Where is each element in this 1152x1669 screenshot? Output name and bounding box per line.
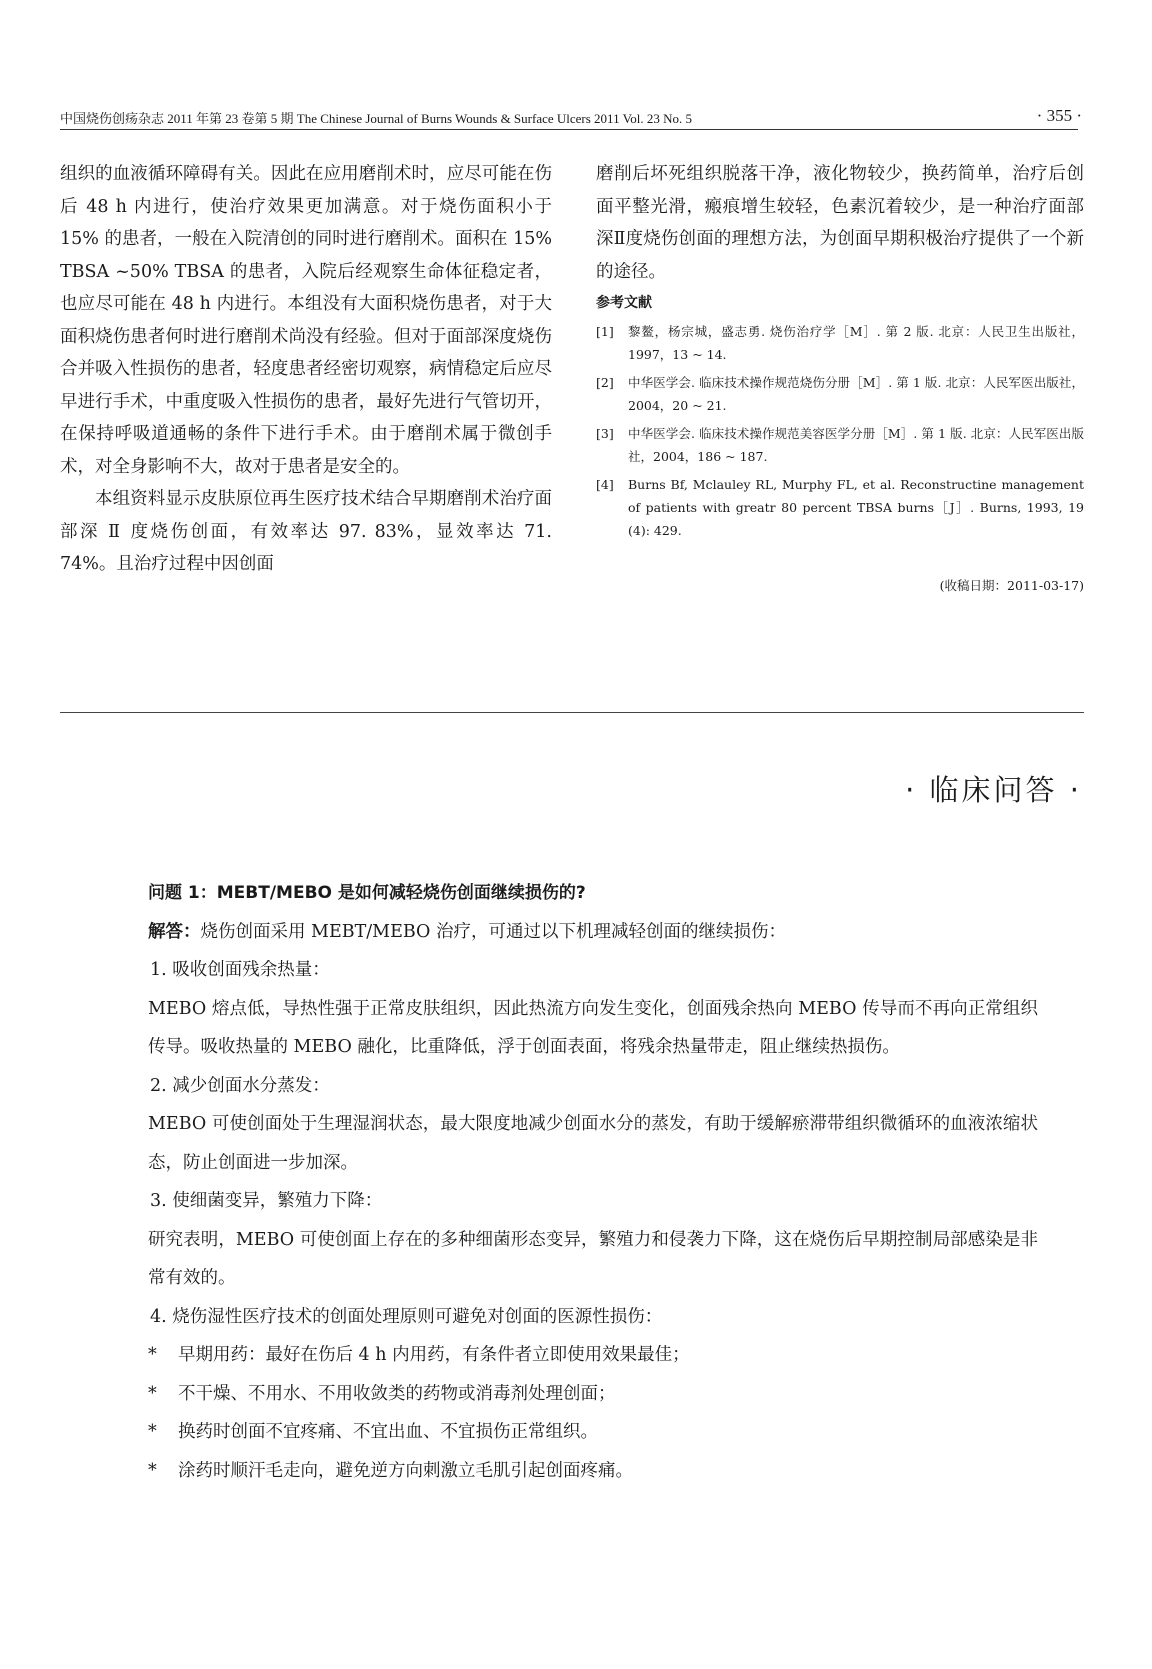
body-paragraph: 磨削后坏死组织脱落干净，液化物较少，换药简单，治疗后创面平整光滑，瘢痕增生较轻，色素沉着较少，是一种治疗面部深Ⅱ度烧伤创面的理想方法，为创面早期积极治疗提供了一个新的途径。 xyxy=(596,164,1084,282)
asterisk-bullet-icon: * xyxy=(148,1422,157,1442)
asterisk-bullet-icon: * xyxy=(148,1345,157,1365)
running-header: 中国烧伤创疡杂志 2011 年第 23 卷第 5 期 The Chinese Journal of Burns Wounds & Surface Ulcers 2011 Vol. 23 No. 5 xyxy=(60,108,1078,130)
item-heading: 1. 吸收创面残余热量： xyxy=(150,960,330,980)
bullet-text: 涂药时顺汗毛走向，避免逆方向刺激立毛肌引起创面疼痛。 xyxy=(178,1460,633,1481)
question: 问题 1：MEBT/MEBO 是如何减轻烧伤创面继续损伤的? xyxy=(148,883,586,903)
item-heading: 4. 烧伤湿性医疗技术的创面处理原则可避免对创面的医源性损伤： xyxy=(150,1306,663,1327)
qa-block xyxy=(148,874,1038,1490)
bullet-text: 不干燥、不用水、不用收敛类的药物或消毒剂处理创面； xyxy=(178,1383,616,1404)
reference-item xyxy=(596,473,1084,542)
asterisk-bullet-icon: * xyxy=(148,1383,157,1404)
item-body: 研究表明，MEBO 可使创面上存在的多种细菌形态变异，繁殖力和侵袭力下降，这在烧伤后早期控制局部感染是非常有效的。 xyxy=(148,1229,1038,1288)
right-column xyxy=(596,158,1084,603)
item-body: MEBO 可使创面处于生理湿润状态，最大限度地减少创面水分的蒸发，有助于缓解瘀滞带组织微循环的血液浓缩状态，防止创面进一步加深。 xyxy=(148,1114,1038,1173)
references-title: 参考文献 xyxy=(596,295,652,311)
received-date: (收稿日期：2011-03-17) xyxy=(939,578,1084,593)
bullet-item xyxy=(148,1375,1038,1414)
bullet-text: 换药时创面不宜疼痛、不宜出血、不宜损伤正常组织。 xyxy=(178,1422,598,1442)
bullet-list xyxy=(148,1336,1038,1490)
body-paragraph: 组织的血液循环障碍有关。因此在应用磨削术时，应尽可能在伤后 48 h 内进行，使治疗效果更加满意。对于烧伤面积小于 15% 的患者，一般在入院清创的同时进行磨削术。面积在 15% TBSA ~50% TBSA 的患者，入院后经观察生命体征稳定者，也应尽可能在 48 h 内进行。本组没有大面积烧伤患者，对于大面积烧伤患者何时进行磨削术尚没有经验。但对于面部深度烧伤合并吸入性损伤的患者，轻度患者经密切观察，病情稳定后应尽早进行手术，中重度吸入性损伤的患者，最好先进行气管切开，在保持呼吸道通畅的条件下进行手术。由于磨削术属于微创手术，对全身影响不大，故对于患者是安全的。 xyxy=(60,164,552,477)
reference-text: Burns Bf, Mclauley RL, Murphy FL, et al. Reconstructine management of patients with greatr 80 percent TBSA burns［J］. Burns, 1993, 19 (4): 429. xyxy=(628,477,1084,538)
left-column xyxy=(60,158,552,581)
bullet-item xyxy=(148,1452,1038,1491)
reference-number: [4] xyxy=(596,477,614,492)
body-paragraph: 本组资料显示皮肤原位再生医疗技术结合早期磨削术治疗面部深 Ⅱ 度烧伤创面，有效率达 97. 83%，显效率达 71. 74%。且治疗过程中因创面 xyxy=(60,489,552,574)
reference-item xyxy=(596,320,1084,366)
section-divider xyxy=(60,712,1084,713)
reference-text: 中华医学会. 临床技术操作规范烧伤分册［M］. 第 1 版. 北京：人民军医出版社，2004，20 ~ 21. xyxy=(628,375,1084,413)
reference-number: [2] xyxy=(596,375,614,390)
answer-intro-line xyxy=(148,913,1038,952)
item-heading: 2. 减少创面水分蒸发： xyxy=(150,1075,330,1096)
section-title: · 临床问答 · xyxy=(905,773,1082,807)
bullet-item xyxy=(148,1336,1038,1375)
reference-text: 黎鳌，杨宗城，盛志勇. 烧伤治疗学［M］. 第 2 版. 北京：人民卫生出版社，1997，13 ~ 14. xyxy=(628,324,1084,362)
page-number: · 355 · xyxy=(1036,106,1082,125)
reference-item xyxy=(596,371,1084,417)
asterisk-bullet-icon: * xyxy=(148,1460,157,1481)
bullet-text: 早期用药：最好在伤后 4 h 内用药，有条件者立即使用效果最佳； xyxy=(178,1345,690,1365)
item-heading: 3. 使细菌变异，繁殖力下降： xyxy=(150,1191,383,1211)
reference-number: [3] xyxy=(596,426,614,441)
reference-text: 中华医学会. 临床技术操作规范美容医学分册［M］. 第 1 版. 北京：人民军医出版社，2004，186 ~ 187. xyxy=(628,426,1084,464)
bullet-item xyxy=(148,1413,1038,1452)
reference-number: [1] xyxy=(596,324,614,339)
reference-list xyxy=(596,320,1084,542)
answer-intro: 烧伤创面采用 MEBT/MEBO 治疗，可通过以下机理减轻创面的继续损伤： xyxy=(200,921,786,942)
item-body: MEBO 熔点低，导热性强于正常皮肤组织，因此热流方向发生变化，创面残余热向 MEBO 传导而不再向正常组织传导。吸收热量的 MEBO 融化，比重降低，浮于创面表面，将残余热量带走，阻止继续热损伤。 xyxy=(148,998,1038,1057)
reference-item xyxy=(596,422,1084,468)
answer-label: 解答： xyxy=(148,921,201,942)
